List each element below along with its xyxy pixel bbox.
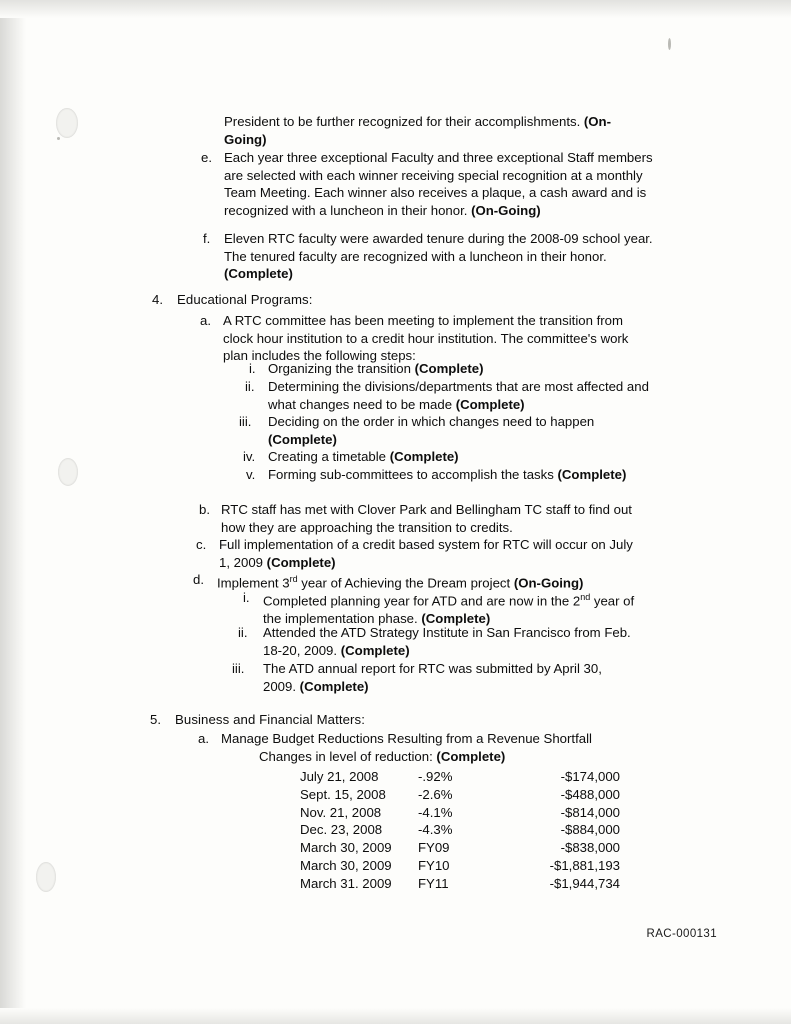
budget-reduction-table — [300, 768, 620, 893]
table-row — [300, 875, 620, 893]
table-row — [300, 857, 620, 875]
list-item-e — [224, 149, 656, 219]
list-item-4d-i-text-post: year of the implementation phase. — [263, 593, 635, 626]
continued-line-2-bold: Going) — [224, 131, 267, 147]
list-item-f-text: Eleven RTC faculty were awarded tenure during the 2008-09 school year. The tenured faculty are recognized with a luncheon in their honor. — [224, 231, 653, 264]
table-row — [300, 768, 620, 786]
list-marker-4a-i: i. — [249, 361, 256, 376]
list-item-4a-iii — [268, 413, 640, 448]
list-item-5a: Manage Budget Reductions Resulting from a Revenue Shortfall — [221, 731, 592, 746]
list-item-4a-i — [268, 360, 648, 378]
list-marker-4c: c. — [196, 537, 207, 552]
table-row — [300, 821, 620, 839]
table-row — [300, 804, 620, 822]
list-marker-4d: d. — [193, 572, 204, 587]
list-item-4d-iii-text: The ATD annual report for RTC was submitted by April 30, 2009. — [263, 661, 602, 694]
list-item-e-text: Each year three exceptional Faculty and three exceptional Staff members are selected with each winner receiving special recognition at a monthly Team Meeting. Each winner also receives a plaque, a cash award and is recognized with a luncheon in their honor. — [224, 150, 653, 218]
continued-line-1: President to be further recognized for their accomplishments. — [224, 114, 584, 129]
table-cell-date: March 31. 2009 — [300, 875, 392, 891]
list-marker-4a-iv: iv. — [243, 449, 256, 464]
list-item-4c-text: Full implementation of a credit based system for RTC will occur on July 1, 2009 — [219, 537, 633, 570]
table-cell-percent: -4.1% — [418, 804, 453, 820]
table-cell-percent: -.92% — [418, 769, 453, 784]
continued-paragraph — [224, 113, 654, 148]
list-marker-e: e. — [201, 150, 212, 165]
list-marker-f: f. — [203, 231, 211, 246]
table-cell-date: Dec. 23, 2008 — [300, 822, 383, 838]
list-item-4a-v — [268, 466, 648, 484]
list-item-4b: RTC staff has met with Clover Park and Bellingham TC staff to find out how they are approaching the transition to credits. — [221, 502, 632, 535]
list-item-4d-iii — [263, 660, 633, 695]
list-item-4a: A RTC committee has been meeting to implement the transition from clock hour institution to a credit hour institution. The committee's work plan includes the following steps: — [223, 313, 629, 364]
table-row — [300, 786, 620, 804]
list-item-4d-i-status: (Complete) — [421, 610, 491, 626]
table-cell-amount: -$1,881,193 — [549, 857, 620, 873]
table-cell-date: Sept. 15, 2008 — [300, 786, 386, 802]
list-item-4a-iv-text: Creating a timetable — [268, 449, 390, 464]
list-marker-4a: a. — [200, 313, 211, 328]
list-marker-4d-iii: iii. — [232, 661, 245, 676]
continued-line-1-bold: (On- — [583, 114, 612, 129]
table-row — [300, 839, 620, 857]
list-item-5a-subtitle-status: (Complete) — [436, 749, 506, 764]
table-cell-date: July 21, 2008 — [300, 769, 379, 784]
table-cell-amount: -$884,000 — [560, 822, 620, 838]
table-cell-percent: FY09 — [418, 840, 450, 856]
list-marker-4b: b. — [199, 502, 210, 517]
list-item-4d-i — [263, 589, 638, 628]
section-5-number: 5. — [150, 712, 161, 727]
table-cell-amount: -$1,944,734 — [549, 875, 620, 891]
list-item-4a-ii-status: (Complete) — [455, 396, 525, 412]
list-item-4d-i-text-pre: Completed planning year for ATD and are now in the 2 — [263, 593, 581, 609]
section-4-number: 4. — [152, 292, 163, 307]
list-marker-4a-iii: iii. — [239, 414, 252, 429]
list-item-4d-superscript: rd — [289, 574, 298, 584]
list-item-e-status: (On-Going) — [471, 202, 541, 218]
table-cell-amount: -$838,000 — [560, 840, 620, 856]
table-cell-percent: FY10 — [418, 857, 450, 873]
list-marker-4d-i: i. — [243, 590, 250, 605]
list-item-4a-iii-status: (Complete) — [268, 431, 337, 447]
list-item-4d-text-pre: Implement 3 — [217, 575, 290, 591]
list-item-4a-ii-text: Determining the divisions/departments that are most affected and what changes need to be made — [268, 379, 649, 412]
document-bates-number: RAC-000131 — [646, 928, 717, 940]
list-item-4c-status: (Complete) — [266, 554, 336, 570]
list-marker-4a-ii: ii. — [245, 379, 255, 394]
list-item-4a-iv-status: (Complete) — [389, 449, 459, 464]
table-cell-amount: -$488,000 — [560, 786, 620, 802]
table-cell-percent: FY11 — [418, 875, 449, 891]
table-cell-date: March 30, 2009 — [300, 857, 392, 873]
list-item-4a-i-text: Organizing the transition — [268, 361, 415, 376]
list-item-4d-ii — [263, 624, 638, 659]
list-item-4d-ii-status: (Complete) — [340, 642, 410, 658]
list-item-f-status: (Complete) — [224, 266, 293, 282]
list-item-4d-iii-status: (Complete) — [299, 678, 369, 694]
table-cell-percent: -2.6% — [418, 786, 453, 802]
table-cell-date: March 30, 2009 — [300, 840, 392, 856]
list-marker-5a: a. — [198, 731, 209, 746]
list-marker-4a-v: v. — [246, 467, 256, 482]
list-item-4a-i-status: (Complete) — [414, 361, 484, 376]
list-item-4d-i-superscript: nd — [580, 592, 591, 602]
list-item-4a-v-text: Forming sub-committees to accomplish the tasks — [268, 467, 558, 482]
list-item-4d-ii-text: Attended the ATD Strategy Institute in San Francisco from Feb. 18-20, 2009. — [263, 625, 631, 658]
list-item-4a-ii — [268, 378, 650, 413]
list-item-4a-v-status: (Complete) — [557, 467, 627, 482]
table-cell-percent: -4.3% — [418, 822, 453, 838]
list-marker-4d-ii: ii. — [238, 625, 248, 640]
list-item-4c — [219, 536, 644, 571]
section-4-heading: Educational Programs: — [177, 292, 313, 307]
list-item-4a-iv — [268, 448, 648, 466]
table-cell-amount: -$814,000 — [560, 804, 620, 820]
table-cell-date: Nov. 21, 2008 — [300, 804, 382, 820]
list-item-4a-iii-text: Deciding on the order in which changes need to happen — [268, 414, 595, 429]
list-item-4d-status: (On-Going) — [513, 575, 584, 591]
list-item-4d-text-post: year of Achieving the Dream project — [297, 575, 514, 591]
list-item-f — [224, 230, 656, 283]
list-item-5a-subtitle-text: Changes in level of reduction: — [259, 749, 437, 764]
table-cell-amount: -$174,000 — [560, 769, 620, 784]
list-item-5a-subtitle — [259, 748, 659, 766]
section-5-heading: Business and Financial Matters: — [175, 712, 366, 727]
